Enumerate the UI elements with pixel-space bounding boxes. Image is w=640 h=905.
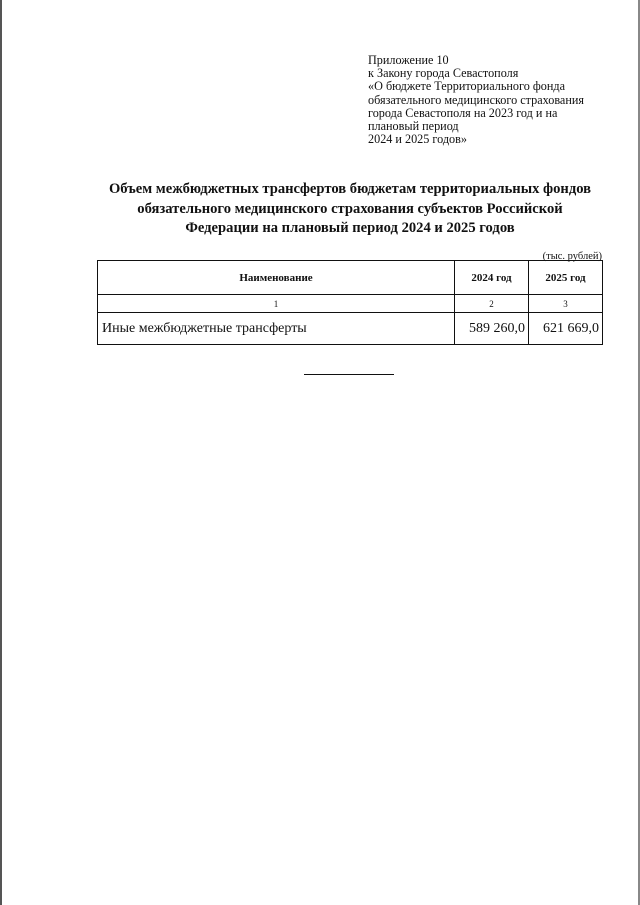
column-number-1: 1 — [98, 295, 455, 313]
header-2024: 2024 год — [455, 261, 529, 295]
closing-divider — [304, 374, 394, 375]
header-name: Наименование — [98, 261, 455, 295]
table-row — [98, 313, 603, 345]
appendix-note — [368, 54, 618, 146]
page-edge-left — [0, 0, 2, 905]
column-number-row — [98, 295, 603, 313]
appendix-line: плановый период — [368, 119, 459, 134]
column-number-2: 2 — [455, 295, 529, 313]
units-label: (тыс. рублей) — [542, 251, 602, 262]
table-header-row — [98, 261, 603, 295]
budget-table — [97, 260, 603, 345]
row-name: Иные межбюджетные трансферты — [98, 313, 455, 345]
appendix-line: к Закону города Севастополя — [368, 66, 519, 81]
row-value-2024: 589 260,0 — [455, 313, 529, 345]
header-2025: 2025 год — [529, 261, 603, 295]
document-title — [80, 180, 620, 239]
title-line: Федерации на плановый период 2024 и 2025 годов — [185, 220, 515, 236]
appendix-line: Приложение 10 — [368, 53, 449, 67]
appendix-line: обязательного медицинского страхования — [368, 92, 584, 107]
row-value-2025: 621 669,0 — [529, 313, 603, 345]
title-line: Объем межбюджетных трансфертов бюджетам территориальных фондов — [108, 181, 592, 197]
title-line: обязательного медицинского страхования субъектов Российской — [137, 200, 563, 217]
column-number-3: 3 — [529, 295, 603, 313]
appendix-line: «О бюджете Территориального фонда — [368, 79, 565, 94]
appendix-line: города Севастополя на 2023 год и на — [368, 105, 558, 120]
appendix-line: 2024 и 2025 годов» — [368, 132, 467, 147]
